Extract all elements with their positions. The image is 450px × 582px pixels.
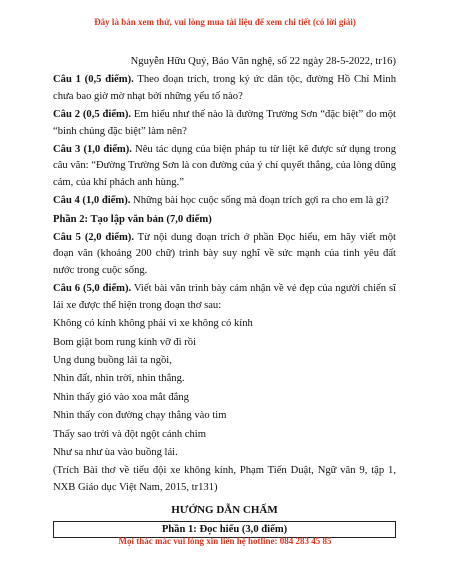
question-4 — [53, 193, 396, 209]
question-text: Nêu tác dụng của biện pháp tu từ liệt kê được sử dụng trong câu văn: “Đường Trường Sơn là con đường của ý chí quyết thắng, của lòng dũng cảm, của khí phách anh hùng.” — [53, 144, 396, 188]
question-1 — [53, 72, 396, 105]
poem-line: Như sa như ùa vào buồng lái. — [53, 446, 178, 458]
poem-line: Thấy sao trời và đột ngột cánh chim — [53, 428, 206, 440]
question-text: Từ nội dung đoạn trích ở phần Đọc hiểu, em hãy viết một đoạn văn (khoảng 200 chữ) trình bày suy nghĩ về sức mạnh của tình yêu đất nước trong cuộc sống. — [53, 232, 396, 276]
question-text: Theo đoạn trích, trong ký ức dân tộc, đường Hồ Chí Minh chưa bao giờ mờ nhạt bởi những yếu tố nào? — [53, 74, 396, 102]
question-6 — [53, 281, 396, 314]
part-2-heading: Phần 2: Tạo lập văn bản (7,0 điểm) — [53, 213, 212, 225]
question-label: Câu 6 (5,0 điểm). — [53, 283, 132, 295]
question-label: Câu 4 (1,0 điểm). — [53, 195, 131, 207]
question-label: Câu 1 (0,5 điểm). — [53, 74, 134, 86]
poem-line: Không có kính không phải vì xe không có kính — [53, 318, 253, 330]
question-label: Câu 5 (2,0 điểm). — [53, 232, 134, 244]
poem-line: Ung dung buồng lái ta ngồi, — [53, 354, 172, 366]
hotline-banner: Mọi thắc mắc vui lòng xin liên hệ hotline: 084 283 45 85 — [118, 536, 332, 546]
question-3 — [53, 142, 396, 191]
poem-line: Nhìn đất, nhìn trời, nhìn thẳng. — [53, 373, 185, 385]
question-5 — [53, 230, 396, 279]
preview-notice-banner: Đây là bản xem thử, vui lòng mua tài liệu để xem chi tiết (có lời giải) — [94, 17, 356, 27]
question-2 — [53, 107, 396, 140]
poem-citation: (Trích Bài thơ về tiểu đội xe không kính, Phạm Tiến Duật, Ngữ văn 9, tập 1, NXB Giáo dục Việt Nam, 2015, tr131) — [53, 465, 396, 493]
question-text: Viết bài văn trình bày cảm nhận về vẻ đẹp của người chiến sĩ lái xe được thể hiện trong đoạn thơ sau: — [53, 283, 397, 311]
document-body — [53, 54, 396, 538]
poem-line: Bom giật bom rung kính vỡ đi rồi — [53, 336, 197, 348]
part-1-table-header: Phần 1: Đọc hiểu (3,0 điểm) — [53, 521, 396, 538]
question-label: Câu 2 (0,5 điểm). — [53, 109, 132, 121]
grading-guide-heading: HƯỚNG DẪN CHẤM — [171, 504, 278, 517]
source-citation: Nguyễn Hữu Quý, Báo Văn nghệ, số 22 ngày 28-5-2022, tr16) — [130, 56, 396, 67]
poem-line: Nhìn thấy con đường chạy thẳng vào tim — [53, 410, 227, 422]
poem-line: Nhìn thấy gió vào xoa mắt đắng — [53, 391, 189, 403]
question-label: Câu 3 (1,0 điểm). — [53, 144, 132, 156]
question-text: Những bài học cuộc sống mà đoạn trích gợi ra cho em là gì? — [130, 195, 389, 207]
question-text: Em hiểu như thế nào là đường Trường Sơn “đặc biệt” do một “binh chủng đặc biệt” làm nên? — [53, 109, 397, 137]
